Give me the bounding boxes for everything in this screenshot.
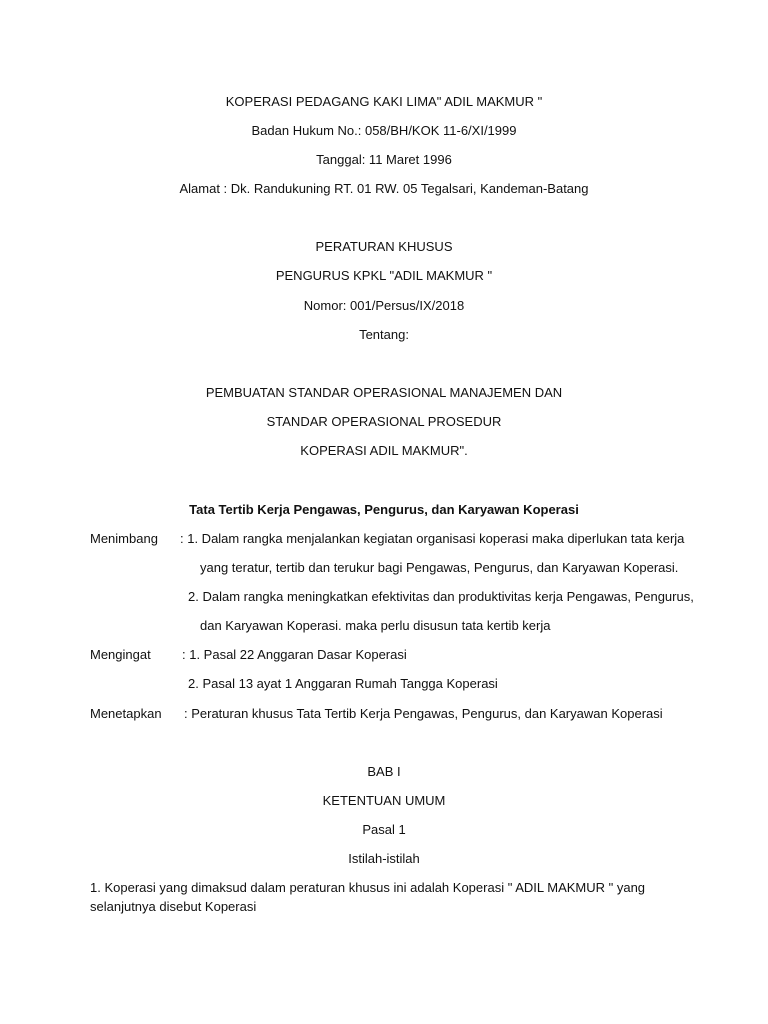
regulation-title: PERATURAN KHUSUS [315,239,453,254]
mengingat-item-2: 2. Pasal 13 ayat 1 Anggaran Rumah Tangga Koperasi [188,676,498,691]
article-paragraph-1: 1. Koperasi yang dimaksud dalam peraturan khusus ini adalah Koperasi " ADIL MAKMUR " yang selanjutnya disebut Koperasi [90,880,646,914]
regulation-issuer: PENGURUS KPKL "ADIL MAKMUR " [275,268,493,283]
subject-line-2: STANDAR OPERASIONAL PROSEDUR [266,414,502,429]
section-heading: Tata Tertib Kerja Pengawas, Pengurus, dan Karyawan Koperasi [189,502,579,517]
subject-line-3: KOPERASI ADIL MAKMUR". [300,443,468,458]
establishment-date: Tanggal: 11 Maret 1996 [316,152,452,167]
menimbang-item-2-line-1: 2. Dalam rangka meningkatkan efektivitas dan produktivitas kerja Pengawas, Pengurus, [188,589,694,604]
subject-line-1: PEMBUATAN STANDAR OPERASIONAL MANAJEMEN DAN [205,385,563,400]
menetapkan-label: Menetapkan [90,706,162,721]
menimbang-item-1-line-1: : 1. Dalam rangka menjalankan kegiatan organisasi koperasi maka diperlukan tata kerja [180,531,685,546]
article-title: Istilah-istilah [348,851,420,866]
menimbang-label: Menimbang [90,531,158,546]
org-name: KOPERASI PEDAGANG KAKI LIMA" ADIL MAKMUR " [225,94,543,109]
menimbang-item-1-line-2: yang teratur, tertib dan terukur bagi Pengawas, Pengurus, dan Karyawan Koperasi. [200,560,679,575]
article-number: Pasal 1 [362,822,406,837]
mengingat-label: Mengingat [90,647,151,662]
chapter-title: KETENTUAN UMUM [322,793,446,808]
legal-entity-number: Badan Hukum No.: 058/BH/KOK 11-6/XI/1999 [251,123,517,138]
chapter-number: BAB I [367,764,401,779]
menimbang-item-2-line-2: dan Karyawan Koperasi. maka perlu disusun tata kertib kerja [200,618,551,633]
menetapkan-text: : Peraturan khusus Tata Tertib Kerja Pengawas, Pengurus, dan Karyawan Koperasi [184,706,663,721]
regulation-about-label: Tentang: [359,327,409,342]
regulation-number: Nomor: 001/Persus/IX/2018 [303,298,465,313]
mengingat-item-1: : 1. Pasal 22 Anggaran Dasar Koperasi [182,647,407,662]
address: Alamat : Dk. Randukuning RT. 01 RW. 05 Tegalsari, Kandeman-Batang [179,181,589,196]
